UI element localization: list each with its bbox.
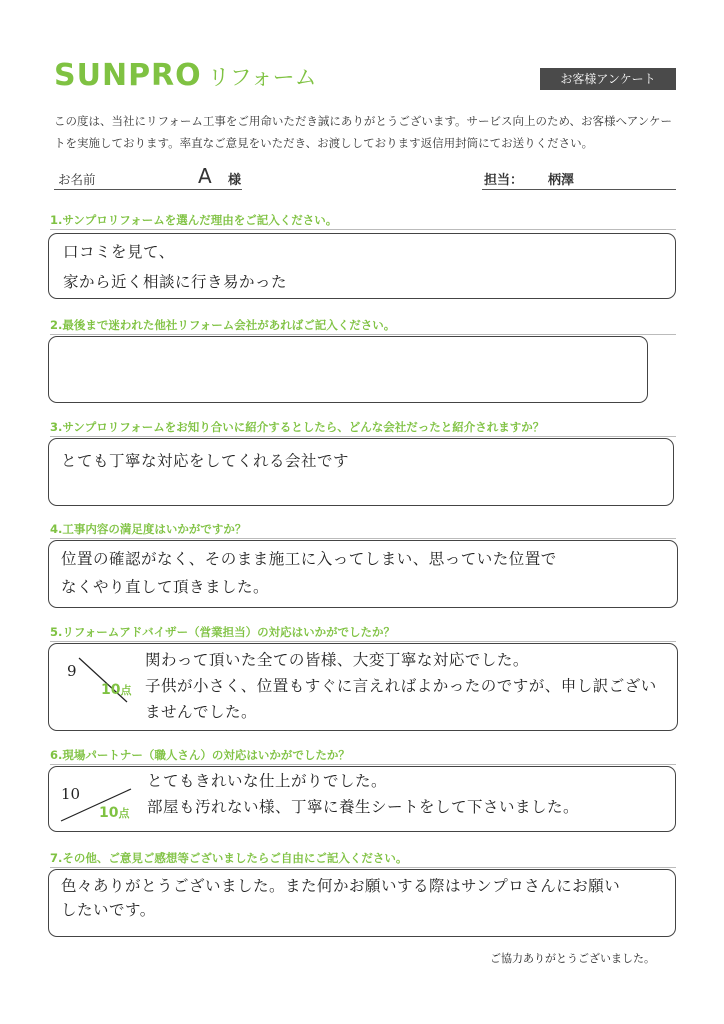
question-5-label: 5.リフォームアドバイザー（営業担当）の対応はいかがでしたか？ bbox=[50, 625, 396, 639]
answer-1-line: 口コミを見て、 bbox=[63, 243, 175, 261]
answer-5-line: 子供が小さく、位置もすぐに言えればよかったのですが、申し訳ござい bbox=[145, 677, 657, 695]
score-6-unit: 点 bbox=[118, 807, 130, 820]
answer-box-1 bbox=[48, 233, 676, 299]
answer-3-line: とても丁寧な対応をしてくれる会社です bbox=[61, 452, 350, 470]
question-7-label: 7.その他、ご意見ご感想等ございましたらご自由にご記入ください。 bbox=[50, 851, 408, 865]
answer-box-3 bbox=[48, 438, 674, 506]
question-1-label: 1.サンプロリフォームを選んだ理由をご記入ください。 bbox=[50, 213, 338, 227]
answer-6-line: とてもきれいな仕上がりでした。 bbox=[147, 772, 388, 790]
answer-box-5 bbox=[48, 643, 678, 731]
question-2-label: 2.最後まで迷われた他社リフォーム会社があればご記入ください。 bbox=[50, 318, 396, 332]
logo-subtitle: リフォーム bbox=[207, 66, 317, 91]
answer-box-2 bbox=[48, 336, 648, 403]
question-divider bbox=[50, 538, 676, 539]
answer-box-4 bbox=[48, 540, 678, 608]
logo-brand: SUNPRO bbox=[54, 58, 202, 93]
question-divider bbox=[50, 641, 676, 642]
answer-4-line: 位置の確認がなく、そのまま施工に入ってしまい、思っていた位置で bbox=[61, 550, 557, 568]
score-5-value: 9 bbox=[67, 662, 77, 680]
question-divider bbox=[50, 867, 676, 868]
intro-text bbox=[54, 110, 674, 154]
answer-4-line: なくやり直して頂きました。 bbox=[61, 578, 270, 596]
score-6-max-value: 10 bbox=[99, 805, 119, 821]
score-5-max-value: 10 bbox=[101, 682, 121, 698]
answer-box-6 bbox=[48, 766, 676, 832]
intro-line: この度は、当社にリフォーム工事をご用命いただき誠にありがとうございます。サービス向上のため、お客様へアンケー bbox=[54, 114, 673, 128]
question-divider bbox=[50, 764, 676, 765]
answer-5-line: ませんでした。 bbox=[145, 703, 258, 721]
staff-field bbox=[482, 164, 676, 190]
customer-name-suffix: 様 bbox=[228, 173, 242, 188]
staff-value: 柄澤 bbox=[548, 173, 575, 188]
question-divider bbox=[50, 436, 676, 437]
question-divider bbox=[50, 229, 676, 230]
intro-line: トを実施しております。率直なご意見をいただき、お渡ししております返信用封筒にてお送りください。 bbox=[54, 136, 594, 150]
answer-6-line: 部屋も汚れない様、丁寧に養生シートをして下さいました。 bbox=[147, 798, 580, 816]
question-3-label: 3.サンプロリフォームをお知り合いに紹介するとしたら、どんな会社だったと紹介されますか？ bbox=[50, 420, 545, 434]
question-divider bbox=[50, 334, 676, 335]
answer-7-line: 色々ありがとうございました。また何かお願いする際はサンプロさんにお願い bbox=[61, 877, 621, 895]
score-6-max bbox=[99, 805, 129, 821]
score-6-value: 10 bbox=[61, 785, 81, 803]
answer-box-7 bbox=[48, 869, 676, 937]
answer-1-line: 家から近く相談に行き易かった bbox=[63, 273, 288, 291]
survey-badge: お客様アンケート bbox=[540, 68, 676, 90]
thanks-note: ご協力ありがとうございました。 bbox=[490, 952, 655, 965]
customer-name-value: A bbox=[198, 164, 212, 188]
score-5-max bbox=[101, 682, 131, 698]
customer-name-label: お名前 bbox=[58, 172, 96, 187]
score-5 bbox=[57, 652, 149, 712]
answer-5-line: 関わって頂いた全ての皆様、大変丁寧な対応でした。 bbox=[145, 651, 529, 669]
answer-7-line: したいです。 bbox=[61, 901, 156, 919]
staff-label: 担当： bbox=[484, 173, 524, 188]
customer-name-field bbox=[54, 164, 242, 190]
question-4-label: 4.工事内容の満足度はいかがですか？ bbox=[50, 522, 247, 536]
company-logo bbox=[54, 58, 317, 92]
score-6 bbox=[55, 771, 147, 831]
question-6-label: 6.現場パートナー（職人さん）の対応はいかがでしたか？ bbox=[50, 748, 350, 762]
score-5-unit: 点 bbox=[120, 684, 132, 697]
